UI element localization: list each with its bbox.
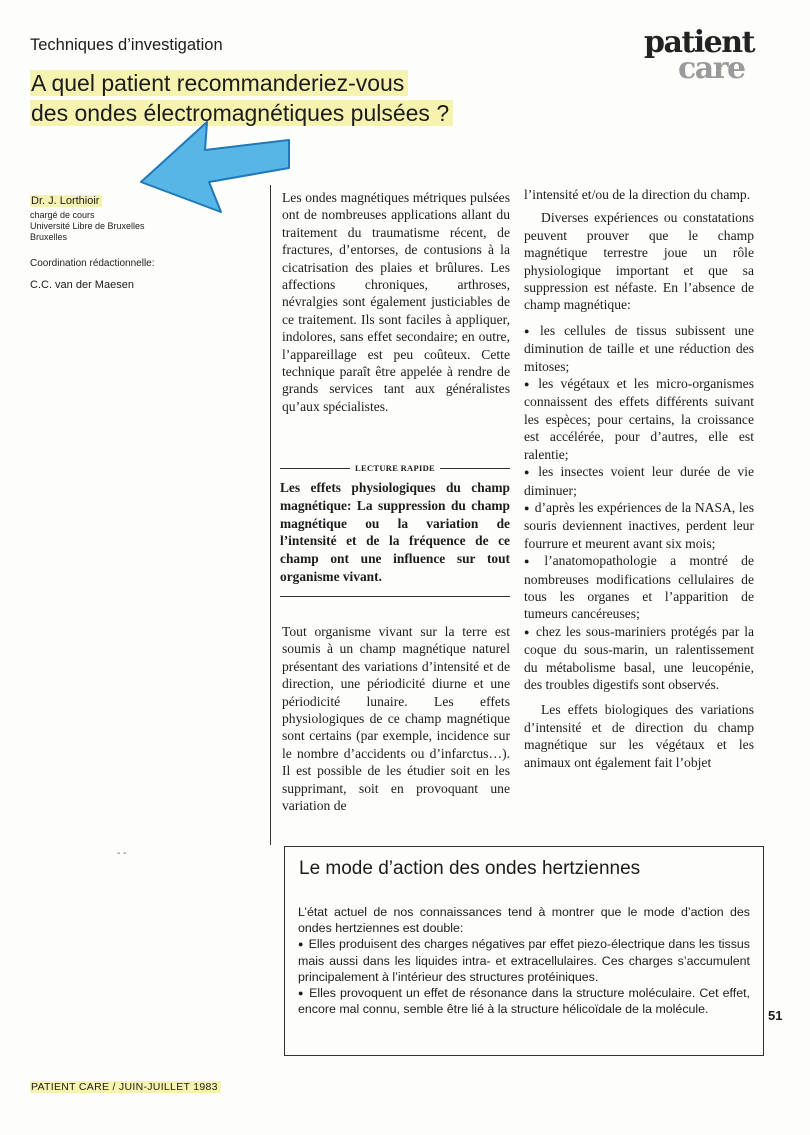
box-title: Le mode d’action des ondes hertziennes bbox=[299, 858, 641, 879]
list-item: ● les cellules de tissus subissent une diminution de taille et une réduction des mitoses; bbox=[524, 322, 754, 375]
column-2-body bbox=[282, 623, 510, 814]
author-name: Dr. J. Lorthioir bbox=[30, 195, 102, 207]
box-bullet-2: ● Elles provoquent un effet de résonance dans la structure moléculaire. Cet effet, encore mal connu, semble être lié à la structure hélicoïdale de la molécule. bbox=[298, 985, 750, 1017]
box-body bbox=[298, 904, 750, 1017]
coordination-name: C.C. van der Maesen bbox=[30, 279, 134, 291]
stray-mark: - - bbox=[117, 848, 127, 859]
coordination-label: Coordination rédactionnelle: bbox=[30, 258, 155, 269]
column-3 bbox=[524, 186, 754, 771]
intro-text: Les ondes magnétiques métriques pulsées ont de nombreuses applications allant du traitement du traumatisme récent, de fractures, d’entorses, de contusions à la cicatrisation des plaies et brûlures. Les affections chroniques, arthroses, névralgies sont également justiciables de ce traitement. Ils sont faciles à appliquer, indolores, sans effet secondaire; en outre, l’appareillage est peu coûteux. Cette technique paraît être appelée à rendre de grands services tant aux généralistes qu’aux spécialistes. bbox=[282, 190, 510, 414]
intro-paragraph bbox=[282, 189, 510, 415]
quick-read-rule-right bbox=[440, 468, 510, 469]
logo-line-2: care bbox=[678, 51, 745, 86]
quick-read-box bbox=[280, 463, 510, 597]
section-label: Techniques d’investigation bbox=[30, 36, 223, 54]
quick-read-rule-left bbox=[280, 468, 350, 469]
patient-care-logo bbox=[644, 25, 754, 86]
col3-paragraph-1: l’intensité et/ou de la direction du champ. bbox=[524, 187, 751, 202]
body-paragraph: Tout organisme vivant sur la terre est soumis à un champ magnétique naturel présentant des variations d’intensité et de direction, une périodicité diurne et une périodicité lunaire. Les effets physiologiques de ce champ magnétique sont certains (par exemple, incidence sur le nombre d’accidents ou d’infarctus…). Il est possible de les étudier soit en les supprimant, soit en provoquant une variation de bbox=[282, 624, 510, 814]
column-divider bbox=[270, 185, 271, 845]
title-line-2: des ondes électromagnétiques pulsées ? bbox=[30, 100, 453, 126]
quick-read-bottom-rule bbox=[280, 596, 510, 597]
list-item: ● les végétaux et les micro-organismes connaissent des effets différents suivant les espèces; pour certains, la croissance est accélérée, pour d’autres, elle est ralentie; bbox=[524, 375, 754, 463]
author-role: chargé de cours bbox=[30, 210, 95, 220]
quick-read-text: Les effets physiologiques du champ magnétique: La suppression du champ magnétique ou la variation de l’intensité et de la fréquence de ce champ ont une influence sur tout organisme vivant. bbox=[280, 480, 510, 584]
info-box bbox=[284, 846, 764, 1056]
box-bullet-1: ● Elles produisent des charges négatives par effet piezo-électrique dans les tissus mais aussi dans les liquides intra- et extracellulaires. Ces charges s’accumulent principalement à l’intérieur des structures protéiniques. bbox=[298, 936, 750, 985]
page-number: 51 bbox=[768, 1008, 783, 1023]
footer: PATIENT CARE / JUIN-JUILLET 1983 bbox=[30, 1081, 221, 1093]
quick-read-header bbox=[280, 463, 510, 473]
box-intro: L’état actuel de nos connaissances tend à montrer que le mode d’action des ondes hertziennes est double: bbox=[298, 905, 750, 936]
list-item: ● d’après les expériences de la NASA, les souris deviennent inactives, perdent leur fourrure et meurent avant six mois; bbox=[524, 499, 754, 552]
author-institution: Université Libre de Bruxelles bbox=[30, 221, 145, 231]
col3-paragraph-3: Les effets biologiques des variations d’intensité et de direction du champ magnétique sur les végétaux et les animaux ont également fait l’objet bbox=[524, 702, 754, 770]
list-item: ● l’anatomopathologie a montré de nombreuses modifications cellulaires de tous les organes et l’apparition de tumeurs cancéreuses; bbox=[524, 552, 754, 623]
effects-list bbox=[524, 322, 754, 694]
title-line-1: A quel patient recommanderiez-vous bbox=[30, 70, 408, 96]
list-item: ● les insectes voient leur durée de vie diminuer; bbox=[524, 463, 754, 499]
col3-paragraph-2: Diverses expériences ou constatations peuvent prouver que le champ magnétique terrestre joue un rôle physiologique important et que sa suppression est néfaste. En l’absence de champ magnétique: bbox=[524, 210, 754, 313]
author-city: Bruxelles bbox=[30, 232, 68, 242]
list-item: ● chez les sous-mariniers protégés par la coque du sous-marin, un ralentissement du métabolisme basal, une leucopénie, des troubles digestifs sont observés. bbox=[524, 623, 754, 694]
logo-line-1: patient bbox=[644, 25, 754, 60]
quick-read-label: LECTURE RAPIDE bbox=[355, 463, 436, 473]
author-block bbox=[30, 191, 210, 243]
